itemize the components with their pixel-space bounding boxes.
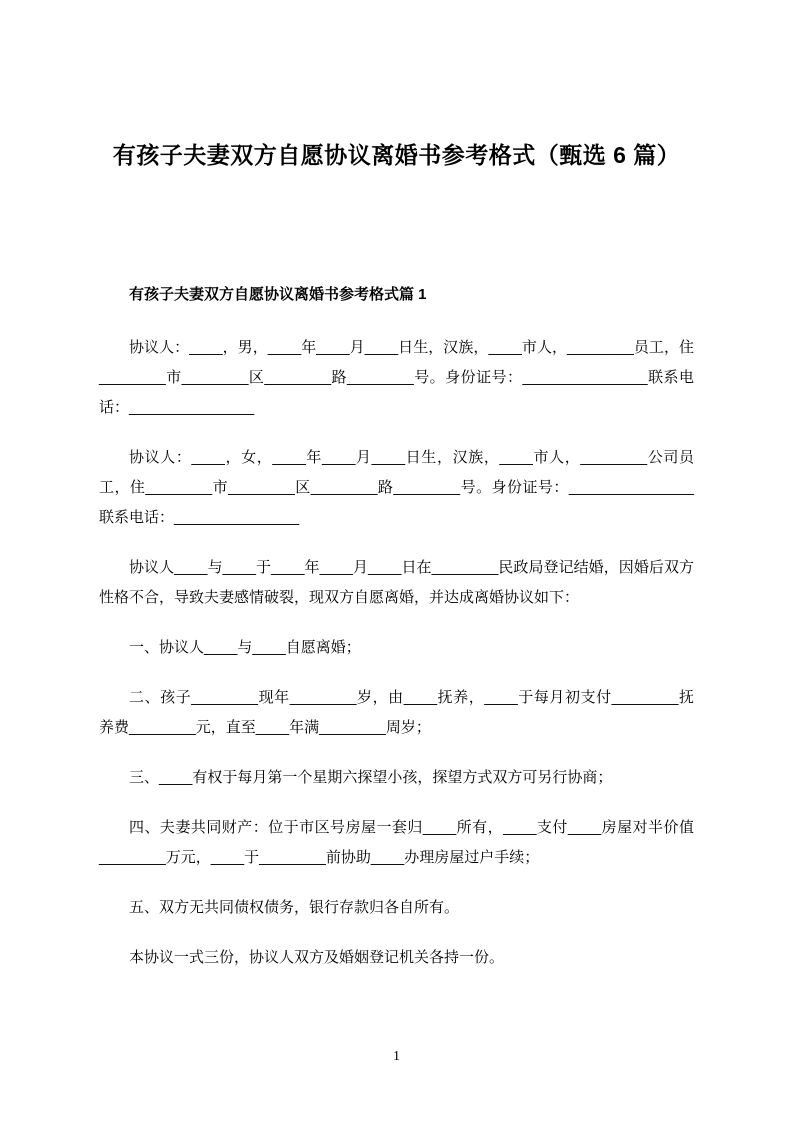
paragraph-copies: 本协议一式三份，协议人双方及婚姻登记机关各持一份。 [129,949,505,966]
page-number: 1 [393,1049,400,1064]
clause-1-voluntary-divorce: 一、协议人____与____自愿离婚； [129,639,361,656]
section-heading: 有孩子夫妻双方自愿协议离婚书参考格式篇 1 [129,286,427,303]
paragraph-party-a: 协议人：____，男，____年____月____日生，汉族，____市人，________员工，住________市________区________路________号。身份证号：_______________联系电话：_______________ [99,339,694,416]
paragraph-marriage-background: 协议人____与____于____年____月____日在________民政局登记结婚，因婚后双方性格不合，导致夫妻感情破裂，现双方自愿离婚，并达成离婚协议如下： [99,559,694,606]
paragraph-party-b: 协议人：____，女，____年____月____日生，汉族，____市人，________公司员工，住________市________区________路________号。身份证号：_______________联系电话：_______________ [99,449,694,526]
clause-4-property: 四、夫妻共同财产：位于市区号房屋一套归____所有，____支付____房屋对半价值________万元，____于________前协助____办理房屋过户手续； [99,819,694,866]
clause-3-visitation: 三、____有权于每月第一个星期六探望小孩，探望方式双方可另行协商； [129,769,613,786]
document-title: 有孩子夫妻双方自愿协议离婚书参考格式（甄选 6 篇） [112,142,681,168]
clause-5-debts: 五、双方无共同债权债务，银行存款归各自所有。 [129,899,460,916]
clause-2-child-custody: 二、孩子________现年________岁，由____抚养，____于每月初支付________抚养费________元，直至____年满________周岁； [99,689,694,736]
